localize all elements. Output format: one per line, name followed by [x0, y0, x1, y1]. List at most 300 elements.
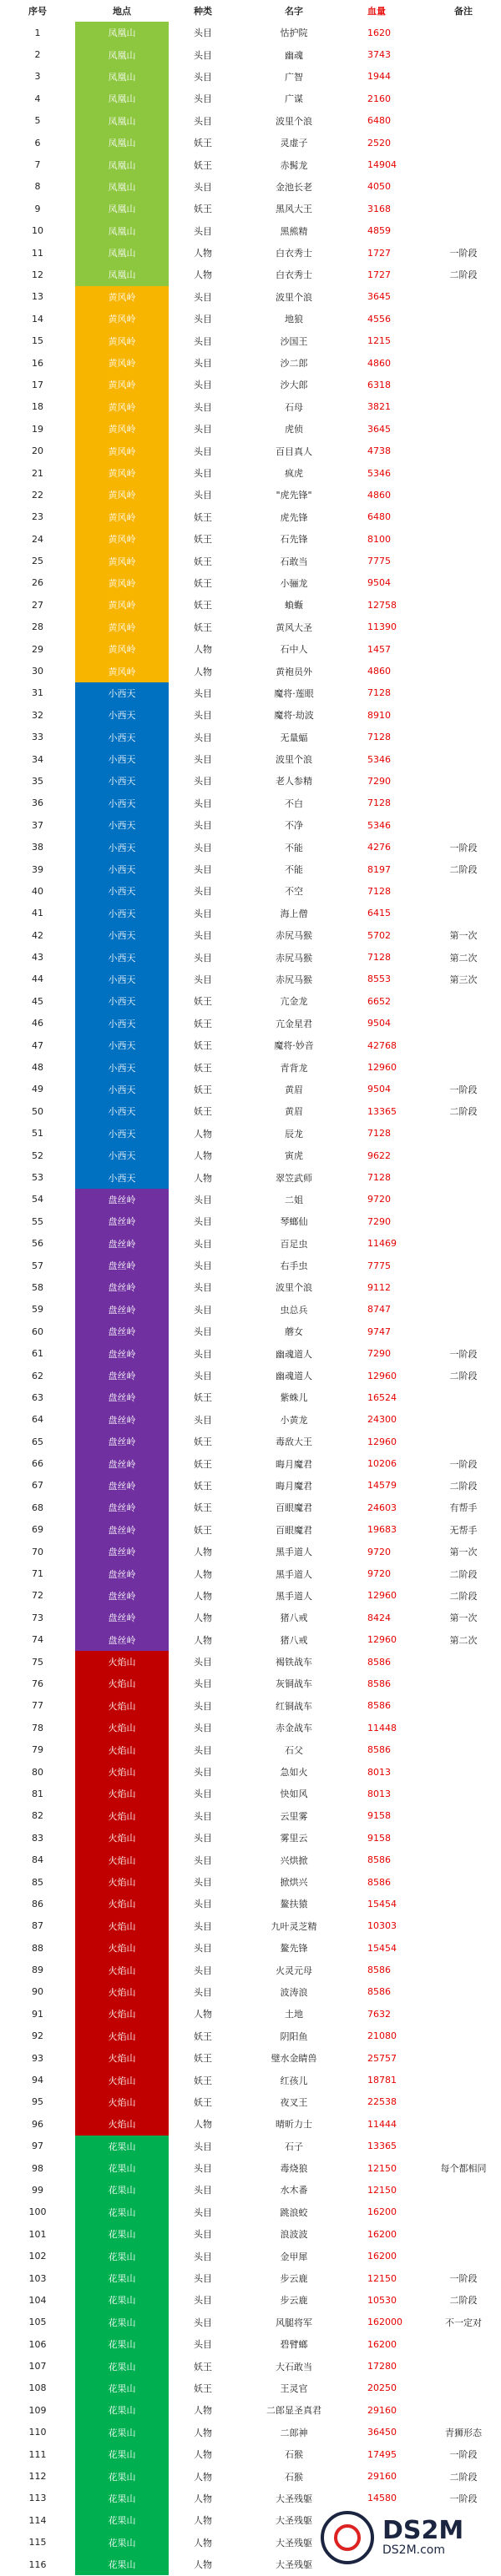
cell-location: 小西天	[75, 1123, 169, 1145]
cell-type: 妖王	[194, 1502, 212, 1514]
cell-location: 凤凰山	[75, 43, 169, 65]
table-row	[0, 418, 501, 440]
cell-type: 人物	[194, 1568, 212, 1580]
cell-index: 36	[32, 797, 43, 809]
cell-index: 7	[34, 159, 41, 171]
table-row	[0, 770, 501, 792]
table-row	[0, 572, 501, 594]
table-row	[0, 616, 501, 638]
cell-index: 75	[32, 1656, 43, 1668]
cell-location: 凤凰山	[75, 132, 169, 153]
table-row	[0, 1783, 501, 1804]
cell-name: 石中人	[280, 644, 308, 656]
cell-name: 黄风大圣	[276, 621, 312, 633]
cell-index: 39	[32, 863, 43, 875]
cell-name: 沙大郎	[280, 380, 308, 391]
table-row	[0, 1299, 501, 1321]
cell-type: 头目	[194, 2229, 212, 2241]
cell-hp: 29160	[367, 2471, 397, 2483]
cell-hp: 9504	[367, 1018, 391, 1029]
cell-name: 鳌先锋	[280, 1943, 308, 1955]
cell-index: 58	[32, 1281, 43, 1293]
watermark-domain: DS2M.com	[382, 2543, 446, 2557]
cell-location: 盘丝岭	[75, 1232, 169, 1254]
cell-index: 30	[32, 666, 43, 677]
cell-type: 头目	[194, 710, 212, 722]
cell-hp: 12960	[367, 1062, 397, 1074]
cell-type: 人物	[194, 2559, 212, 2571]
cell-location: 花果山	[75, 2223, 169, 2245]
cell-hp: 42768	[367, 1039, 397, 1051]
cell-hp: 1727	[367, 247, 391, 259]
cell-location: 火焰山	[75, 1761, 169, 1783]
cell-index: 57	[32, 1260, 43, 1271]
cell-name: 大圣残躯	[276, 2537, 312, 2548]
cell-type: 妖王	[194, 204, 212, 215]
cell-type: 人物	[194, 1590, 212, 1602]
cell-hp: 7128	[367, 1172, 391, 1183]
cell-name: 虎先锋	[280, 511, 308, 523]
cell-type: 头目	[194, 1348, 212, 1360]
table-row	[0, 110, 501, 132]
cell-location: 黄风岭	[75, 660, 169, 682]
table-row	[0, 2443, 501, 2465]
cell-name: 大圣残躯	[276, 2515, 312, 2527]
cell-name: 青背龙	[280, 1062, 308, 1074]
table-row	[0, 2223, 501, 2245]
cell-location: 小西天	[75, 727, 169, 748]
cell-hp: 4276	[367, 842, 391, 853]
cell-location: 黄风岭	[75, 374, 169, 395]
cell-hp: 15454	[367, 1898, 397, 1909]
cell-hp: 20250	[367, 2382, 397, 2394]
cell-name: 璧水金睛兽	[271, 2053, 317, 2065]
cell-location: 花果山	[75, 2443, 169, 2465]
cell-type: 头目	[194, 1371, 212, 1382]
cell-index: 34	[32, 753, 43, 765]
cell-type: 妖王	[194, 1040, 212, 1052]
cell-index: 46	[32, 1018, 43, 1029]
cell-type: 人物	[194, 2471, 212, 2483]
table-row	[0, 814, 501, 836]
cell-type: 人物	[194, 1172, 212, 1184]
table-row	[0, 1629, 501, 1651]
cell-location: 小西天	[75, 748, 169, 770]
table-row	[0, 836, 501, 858]
watermark-text	[382, 2518, 463, 2557]
cell-index: 86	[32, 1898, 43, 1909]
table-row	[0, 2333, 501, 2355]
cell-hp: 3743	[367, 49, 391, 61]
cell-type: 头目	[194, 1943, 212, 1955]
cell-index: 81	[32, 1788, 43, 1799]
cell-index: 113	[28, 2493, 47, 2504]
cell-type: 头目	[194, 2317, 212, 2328]
cell-location: 凤凰山	[75, 110, 169, 132]
cell-type: 妖王	[194, 1106, 212, 1118]
cell-hp: 11448	[367, 1722, 397, 1733]
cell-note: 一阶段	[449, 1458, 478, 1470]
table-row	[0, 352, 501, 374]
table-row	[0, 1475, 501, 1497]
cell-hp: 10206	[367, 1458, 397, 1470]
cell-location: 凤凰山	[75, 264, 169, 285]
cell-name: 金甲犀	[280, 2251, 308, 2262]
cell-location: 火焰山	[75, 1827, 169, 1849]
cell-location: 火焰山	[75, 2113, 169, 2135]
cell-location: 小西天	[75, 1100, 169, 1122]
cell-hp: 9720	[367, 1194, 391, 1205]
cell-location: 黄风岭	[75, 396, 169, 418]
cell-type: 妖王	[194, 2075, 212, 2086]
cell-name: 魔将·劫波	[274, 710, 314, 722]
cell-index: 10	[32, 225, 43, 237]
cell-type: 妖王	[194, 511, 212, 523]
table-row	[0, 1915, 501, 1937]
cell-index: 9	[34, 203, 41, 214]
table-row	[0, 1651, 501, 1673]
cell-index: 50	[32, 1105, 43, 1117]
cell-index: 8	[34, 181, 41, 193]
table-header	[0, 0, 501, 22]
watermark-brand: DS2M	[382, 2516, 464, 2545]
cell-type: 头目	[194, 842, 212, 853]
cell-hp: 9504	[367, 577, 391, 589]
table-row	[0, 638, 501, 660]
cell-hp: 4860	[367, 666, 391, 677]
cell-hp: 24300	[367, 1414, 397, 1426]
cell-location: 黄风岭	[75, 594, 169, 616]
cell-index: 90	[32, 1986, 43, 1998]
cell-index: 66	[32, 1458, 43, 1470]
table-row	[0, 2267, 501, 2289]
cell-location: 黄风岭	[75, 330, 169, 351]
cell-type: 头目	[194, 687, 212, 699]
table-row	[0, 2091, 501, 2113]
table-row	[0, 1717, 501, 1738]
cell-name: 百眼魔君	[276, 1502, 312, 1514]
cell-index: 28	[32, 621, 43, 633]
cell-location: 花果山	[75, 2179, 169, 2201]
cell-hp: 11390	[367, 621, 397, 633]
cell-location: 花果山	[75, 2509, 169, 2531]
cell-type: 头目	[194, 1260, 212, 1272]
cell-name: 魔将·妙音	[274, 1040, 314, 1052]
cell-location: 花果山	[75, 2201, 169, 2223]
table-row	[0, 550, 501, 571]
cell-note: 二阶段	[449, 864, 478, 876]
cell-type: 头目	[194, 445, 212, 457]
cell-name: 蘑女	[285, 1326, 303, 1338]
cell-name: 浪波波	[280, 2229, 308, 2241]
table-row	[0, 1386, 501, 1408]
cell-type: 妖王	[194, 1084, 212, 1095]
cell-name: 赤尻马猴	[276, 952, 312, 963]
cell-index: 95	[32, 2096, 43, 2108]
table-row	[0, 990, 501, 1012]
cell-index: 91	[32, 2008, 43, 2020]
cell-type: 妖王	[194, 996, 212, 1008]
cell-hp: 9747	[367, 1326, 391, 1337]
cell-index: 65	[32, 1436, 43, 1447]
cell-hp: 7290	[367, 1215, 391, 1227]
cell-index: 44	[32, 974, 43, 985]
cell-location: 花果山	[75, 2422, 169, 2443]
cell-hp: 6480	[367, 115, 391, 127]
cell-location: 花果山	[75, 2355, 169, 2377]
cell-hp: 17495	[367, 2448, 397, 2460]
cell-type: 头目	[194, 797, 212, 809]
table-row	[0, 2422, 501, 2443]
table-row	[0, 748, 501, 770]
cell-name: 灵虚子	[280, 138, 308, 149]
cell-name: 不能	[285, 842, 303, 853]
cell-hp: 4860	[367, 489, 391, 501]
cell-index: 16	[32, 357, 43, 369]
cell-note: 二阶段	[449, 1480, 478, 1492]
cell-index: 49	[32, 1084, 43, 1095]
cell-hp: 9158	[367, 1810, 391, 1822]
table-row	[0, 1321, 501, 1342]
cell-hp: 162000	[367, 2317, 402, 2328]
cell-name: 不空	[285, 886, 303, 898]
cell-hp: 1727	[367, 269, 391, 280]
cell-name: 黑手道人	[276, 1547, 312, 1558]
cell-location: 小西天	[75, 880, 169, 902]
cell-name: 赤髯龙	[280, 159, 308, 171]
cell-name: 石子	[285, 2141, 303, 2152]
table-row	[0, 858, 501, 880]
cell-index: 1	[34, 27, 41, 38]
cell-hp: 1215	[367, 335, 391, 347]
cell-location: 火焰山	[75, 1695, 169, 1717]
cell-name: 不白	[285, 797, 303, 809]
cell-type: 头目	[194, 93, 212, 105]
cell-hp: 29160	[367, 2404, 397, 2416]
cell-index: 60	[32, 1326, 43, 1337]
cell-index: 45	[32, 995, 43, 1007]
cell-type: 头目	[194, 1238, 212, 1250]
cell-name: 黄袍员外	[276, 666, 312, 677]
table-row	[0, 1981, 501, 2003]
cell-name: 碧臂螂	[280, 2339, 308, 2351]
cell-hp: 8553	[367, 974, 391, 985]
cell-type: 头目	[194, 864, 212, 876]
cell-index: 56	[32, 1238, 43, 1250]
table-row	[0, 1497, 501, 1518]
cell-index: 31	[32, 687, 43, 699]
cell-type: 人物	[194, 269, 212, 281]
cell-type: 头目	[194, 1965, 212, 1976]
cell-index: 98	[32, 2162, 43, 2174]
cell-name: 大圣残躯	[276, 2559, 312, 2571]
cell-type: 头目	[194, 291, 212, 303]
cell-note: 第一次	[449, 1613, 478, 1624]
cell-hp: 5702	[367, 929, 391, 941]
cell-note: 二阶段	[449, 2295, 478, 2307]
cell-name: 波里个浪	[276, 291, 312, 303]
cell-type: 头目	[194, 2163, 212, 2175]
cell-hp: 6415	[367, 908, 391, 919]
table-row	[0, 462, 501, 484]
cell-location: 火焰山	[75, 1893, 169, 1914]
cell-index: 72	[32, 1590, 43, 1602]
cell-location: 凤凰山	[75, 220, 169, 242]
cell-note: 一阶段	[449, 2449, 478, 2461]
cell-index: 14	[32, 313, 43, 325]
cell-index: 78	[32, 1722, 43, 1733]
cell-hp: 8013	[367, 1788, 391, 1799]
cell-index: 63	[32, 1391, 43, 1403]
cell-index: 12	[32, 269, 43, 280]
cell-type: 妖王	[194, 556, 212, 567]
cell-type: 人物	[194, 2119, 212, 2131]
cell-name: 九叶灵芝精	[271, 1920, 317, 1932]
table-row	[0, 286, 501, 308]
cell-index: 70	[32, 1546, 43, 1557]
cell-type: 妖王	[194, 138, 212, 149]
cell-type: 人物	[194, 1547, 212, 1558]
table-row	[0, 1079, 501, 1100]
cell-type: 头目	[194, 49, 212, 61]
cell-index: 41	[32, 908, 43, 919]
cell-hp: 5346	[367, 819, 391, 831]
cell-name: 黑熊精	[280, 225, 308, 237]
table-row	[0, 727, 501, 748]
cell-name: 赤尻马猴	[276, 930, 312, 942]
cell-type: 头目	[194, 2251, 212, 2262]
cell-location: 凤凰山	[75, 88, 169, 109]
cell-type: 妖王	[194, 1018, 212, 1029]
table-row	[0, 1738, 501, 1760]
cell-hp: 8586	[367, 1986, 391, 1998]
table-row	[0, 2047, 501, 2069]
cell-note: 无帮手	[449, 1524, 478, 1536]
cell-type: 头目	[194, 732, 212, 743]
cell-name: 小黄龙	[280, 1414, 308, 1426]
cell-index: 87	[32, 1920, 43, 1932]
cell-index: 24	[32, 533, 43, 545]
cell-location: 火焰山	[75, 1717, 169, 1738]
table-row	[0, 1056, 501, 1078]
cell-type: 妖王	[194, 2030, 212, 2042]
cell-index: 102	[28, 2251, 47, 2262]
cell-hp: 3821	[367, 401, 391, 413]
cell-note: 二阶段	[449, 1106, 478, 1118]
cell-index: 18	[32, 401, 43, 413]
cell-name: 亢金龙	[280, 996, 308, 1008]
cell-location: 盘丝岭	[75, 1299, 169, 1321]
cell-hp: 8586	[367, 1678, 391, 1689]
cell-location: 火焰山	[75, 2091, 169, 2113]
cell-hp: 7128	[367, 885, 391, 897]
cell-location: 黄风岭	[75, 572, 169, 594]
cell-location: 盘丝岭	[75, 1431, 169, 1452]
cell-name: 石先锋	[280, 534, 308, 546]
cell-hp: 16200	[367, 2228, 397, 2240]
cell-location: 小西天	[75, 1013, 169, 1034]
cell-hp: 7128	[367, 732, 391, 743]
cell-type: 头目	[194, 1810, 212, 1822]
cell-hp: 22538	[367, 2096, 397, 2108]
cell-type: 妖王	[194, 621, 212, 633]
cell-name: 毒敌大王	[276, 1436, 312, 1448]
cell-type: 头目	[194, 2295, 212, 2307]
cell-hp: 8586	[367, 1965, 391, 1976]
cell-location: 花果山	[75, 2553, 169, 2575]
cell-hp: 16200	[367, 2338, 397, 2350]
cell-name: 虫总兵	[280, 1304, 308, 1316]
table-row	[0, 2179, 501, 2201]
watermark	[312, 2508, 488, 2568]
cell-type: 头目	[194, 314, 212, 325]
cell-location: 小西天	[75, 814, 169, 836]
table-row	[0, 1123, 501, 1145]
table-row	[0, 1145, 501, 1166]
cell-name: 海上僧	[280, 908, 308, 919]
cell-index: 99	[32, 2184, 43, 2196]
cell-hp: 14579	[367, 1480, 397, 1492]
cell-type: 头目	[194, 1877, 212, 1888]
table-row	[0, 1673, 501, 1694]
cell-name: 不能	[285, 864, 303, 876]
cell-hp: 16200	[367, 2206, 397, 2218]
cell-index: 71	[32, 1568, 43, 1580]
cell-type: 妖王	[194, 1480, 212, 1492]
cell-index: 23	[32, 511, 43, 523]
cell-index: 104	[28, 2294, 47, 2306]
cell-location: 火焰山	[75, 1738, 169, 1760]
cell-hp: 7128	[367, 687, 391, 699]
cell-note: 第二次	[449, 952, 478, 963]
cell-name: 小骊龙	[280, 577, 308, 589]
cell-type: 头目	[194, 1657, 212, 1668]
cell-type: 妖王	[194, 2382, 212, 2394]
table-row	[0, 1519, 501, 1541]
cell-name: 毒烧狼	[280, 2163, 308, 2175]
cell-location: 火焰山	[75, 1915, 169, 1937]
cell-hp: 4859	[367, 225, 391, 237]
table-row	[0, 1695, 501, 1717]
cell-index: 5	[34, 115, 41, 127]
cell-name: 猪八戒	[280, 1634, 308, 1646]
cell-index: 38	[32, 842, 43, 853]
table-row	[0, 1893, 501, 1914]
cell-name: 石父	[285, 1744, 303, 1756]
cell-index: 42	[32, 929, 43, 941]
cell-index: 85	[32, 1876, 43, 1888]
cell-name: 老人参精	[276, 776, 312, 787]
table-row	[0, 2201, 501, 2223]
cell-location: 小西天	[75, 1034, 169, 1056]
cell-location: 火焰山	[75, 1871, 169, 1893]
cell-name: 琴螂仙	[280, 1216, 308, 1228]
cell-name: 翠笠武师	[276, 1172, 312, 1184]
cell-name: 金池长老	[276, 181, 312, 193]
cell-hp: 2520	[367, 137, 391, 148]
cell-type: 头目	[194, 1899, 212, 1910]
cell-index: 13	[32, 291, 43, 303]
cell-location: 花果山	[75, 2333, 169, 2355]
cell-type: 人物	[194, 1128, 212, 1140]
cell-type: 人物	[194, 1613, 212, 1624]
cell-type: 头目	[194, 380, 212, 391]
cell-type: 头目	[194, 1700, 212, 1712]
header-index: 序号	[28, 6, 47, 17]
cell-location: 凤凰山	[75, 66, 169, 88]
cell-type: 妖王	[194, 2096, 212, 2108]
cell-name: 黄眉	[285, 1106, 303, 1118]
